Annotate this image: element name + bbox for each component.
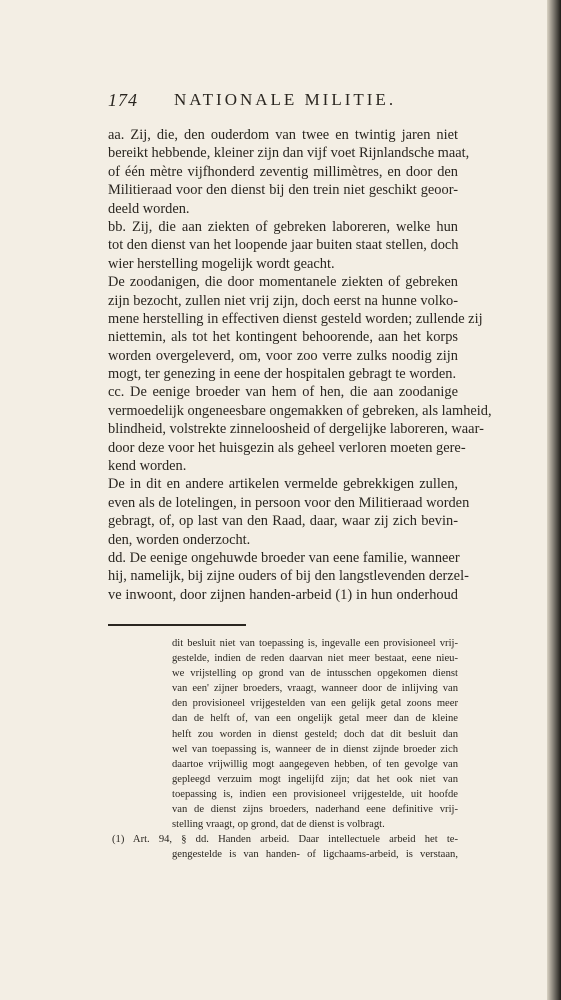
text-line: De in dit en andere artikelen vermelde gebrekkigen zullen, bbox=[108, 476, 458, 493]
running-title: NATIONALE MILITIE. bbox=[174, 90, 397, 109]
text-line: gebragt, of, op last van den Raad, daar, waar zij zich bevin- bbox=[108, 513, 458, 530]
text-line: of één mètre vijfhonderd zeventig millimètres, en door den bbox=[108, 163, 458, 180]
page-edge-shadow bbox=[547, 0, 561, 1000]
text-line: mene herstelling in effectiven dienst gesteld worden; zullende zij bbox=[108, 310, 483, 327]
text-line: bereikt hebbende, kleiner zijn dan vijf voet Rijnlandsche maat, bbox=[108, 145, 470, 162]
note-line: dan de helft of, van een ongelijk getal meer dan de kleine bbox=[172, 713, 458, 725]
note-line: toepassing is, indien een provisioneel vrijgestelde, uit hoofde bbox=[172, 788, 458, 800]
note-line: daartoe vrijwillig mogt aangegeven hebben, of ten gevolge van bbox=[172, 758, 458, 770]
text-line: door deze voor het huisgezin als geheel verloren moeten gere- bbox=[108, 439, 466, 456]
note-line: dit besluit niet van toepassing is, ingevalle een provisioneel vrij- bbox=[172, 638, 458, 649]
main-text bbox=[108, 126, 492, 604]
text-line: niettemin, als tot het kontingent behoorende, aan het korps bbox=[108, 329, 458, 346]
text-line: zijn bezocht, zullen niet vrij zijn, doch eerst na hunne volko- bbox=[108, 292, 458, 309]
note-line: stelling vraagt, op grond, dat de dienst is volbragt. bbox=[172, 819, 385, 831]
text-line: hij, namelijk, bij zijne ouders of bij den langstlevenden derzel- bbox=[108, 568, 469, 585]
text-line: den, worden onderzocht. bbox=[108, 531, 251, 548]
text-line: worden overgeleverd, om, voor zoo verre zulks noodig zijn bbox=[108, 347, 458, 364]
footnote-rule bbox=[108, 624, 246, 626]
footnote-line: (1) Art. 94, § dd. Handen arbeid. Daar intellectuele arbeid het te- bbox=[112, 834, 458, 846]
note-line: gepleegd verzuim mogt ingelijfd zijn; dat het ook niet van bbox=[172, 773, 458, 785]
note-line: helft zou worden in dienst gesteld; doch dat dit besluit dan bbox=[172, 728, 458, 740]
text-line: mogt, ter genezing in eene der hospitalen gebragt te worden. bbox=[108, 366, 457, 383]
note-line: den provisioneel vrijgestelden van een gelijk getal zoons meer bbox=[172, 698, 458, 710]
text-line: De zoodanigen, die door momentanele ziekten of gebreken bbox=[108, 274, 458, 291]
text-line: deeld worden. bbox=[108, 200, 190, 217]
text-line: tot den dienst van het loopende jaar buiten staat stellen, doch bbox=[108, 237, 459, 254]
text-line: kend worden. bbox=[108, 458, 187, 475]
footnotes bbox=[108, 636, 458, 862]
text-line: bb. Zij, die aan ziekten of gebreken laboreren, welke hun bbox=[108, 218, 458, 235]
note-line: van de dienst zijns broeders, naderhand eene definitive vrij- bbox=[172, 804, 458, 816]
text-line: cc. De eenige broeder van hem of hen, die aan zoodanige bbox=[108, 384, 458, 401]
page-header bbox=[108, 90, 438, 116]
note-line: gestelde, indien de reden daarvan niet meer bestaat, eene nieu- bbox=[172, 653, 458, 665]
text-line: Militieraad voor den dienst bij den trein niet geschikt geoor- bbox=[108, 182, 458, 199]
text-line: even als de lotelingen, in persoon voor den Militieraad worden bbox=[108, 494, 470, 511]
text-line: aa. Zij, die, den ouderdom van twee en twintig jaren niet bbox=[108, 127, 458, 143]
note-line: we vrijstelling op grond van de intusschen opgekomen dienst bbox=[172, 668, 458, 680]
page-number: 174 bbox=[108, 90, 138, 110]
text-line: wier herstelling mogelijk wordt geacht. bbox=[108, 255, 335, 272]
text-line: vermoedelijk ongeneesbare ongemakken of gebreken, als lamheid, bbox=[108, 402, 492, 419]
text-line: ve inwoont, door zijnen handen-arbeid (1) in hun onderhoud bbox=[108, 586, 458, 603]
text-line: blindheid, volstrekte zinneloosheid of dergelijke laboreren, waar- bbox=[108, 421, 484, 438]
text-line: dd. De eenige ongehuwde broeder van eene familie, wanneer bbox=[108, 549, 460, 566]
note-line: wel van toepassing is, wanneer de in dienst zijnde broeder zich bbox=[172, 743, 458, 755]
footnote-line: gengestelde is van handen- of ligchaams-arbeid, is verstaan, bbox=[172, 849, 458, 861]
note-line: van een' zijner broeders, vraagt, wanneer door de inlijving van bbox=[172, 683, 458, 695]
